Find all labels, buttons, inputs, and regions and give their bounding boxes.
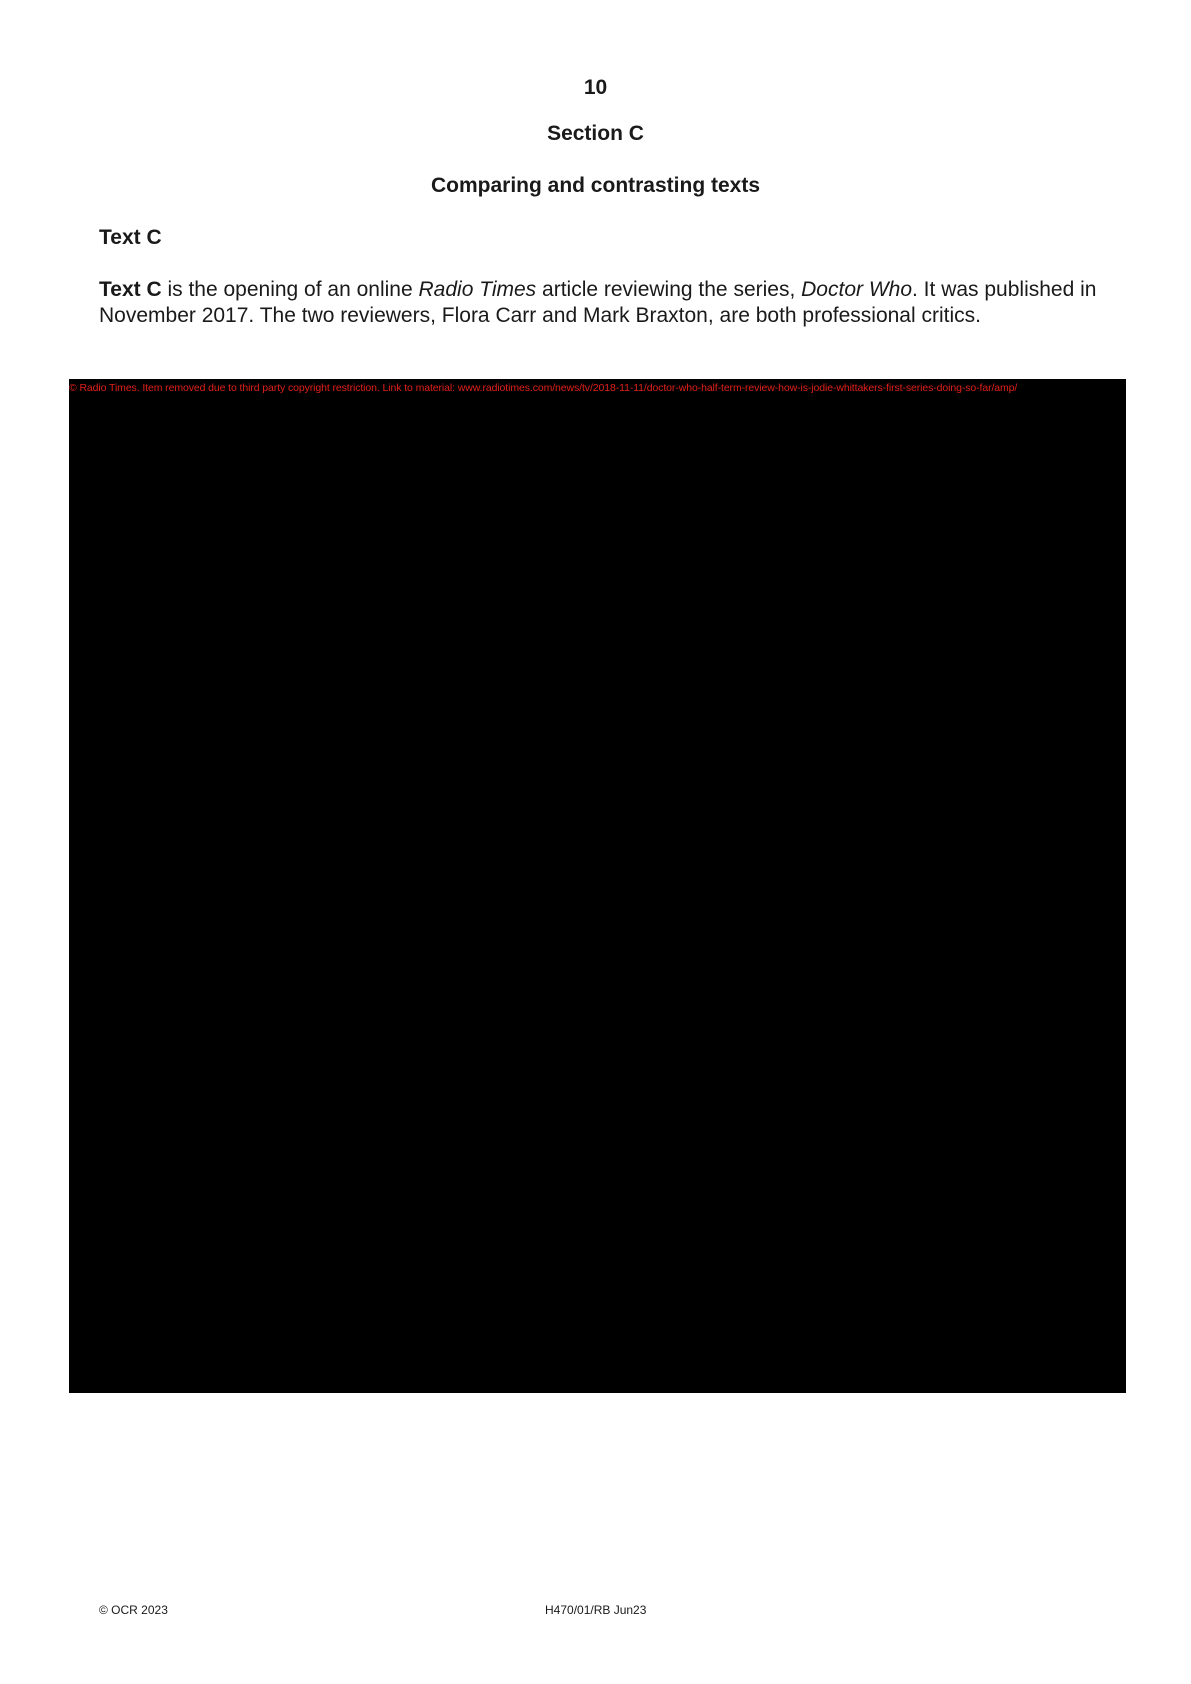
footer-copyright: © OCR 2023 (99, 1603, 168, 1617)
section-subtitle: Comparing and contrasting texts (430, 174, 761, 197)
page-number: 10 (583, 76, 608, 99)
intro-part-1: is the opening of an online (161, 278, 419, 301)
footer-document-code: H470/01/RB Jun23 (545, 1603, 647, 1617)
intro-part-2: article reviewing the series, (536, 278, 802, 301)
redacted-content-block (69, 379, 1126, 1393)
publication-name: Radio Times (418, 278, 537, 301)
intro-paragraph (99, 277, 1109, 329)
series-name: Doctor Who (801, 278, 913, 301)
intro-lead: Text C (99, 278, 162, 301)
intro-part-3: . It was published in November 2017. The two reviewers, Flora Carr and Mark Braxton, are both professional critics. (99, 278, 1097, 327)
text-heading: Text C (99, 226, 162, 249)
copyright-removal-notice: © Radio Times. Item removed due to third party copyright restriction. Link to material: www.radiotimes.com/news/tv/2018-11-11/doctor-who-half-term-review-how-is-jodie-whittakers-first-series-doing-so-far/amp/ (69, 382, 1018, 394)
section-title: Section C (547, 122, 644, 145)
